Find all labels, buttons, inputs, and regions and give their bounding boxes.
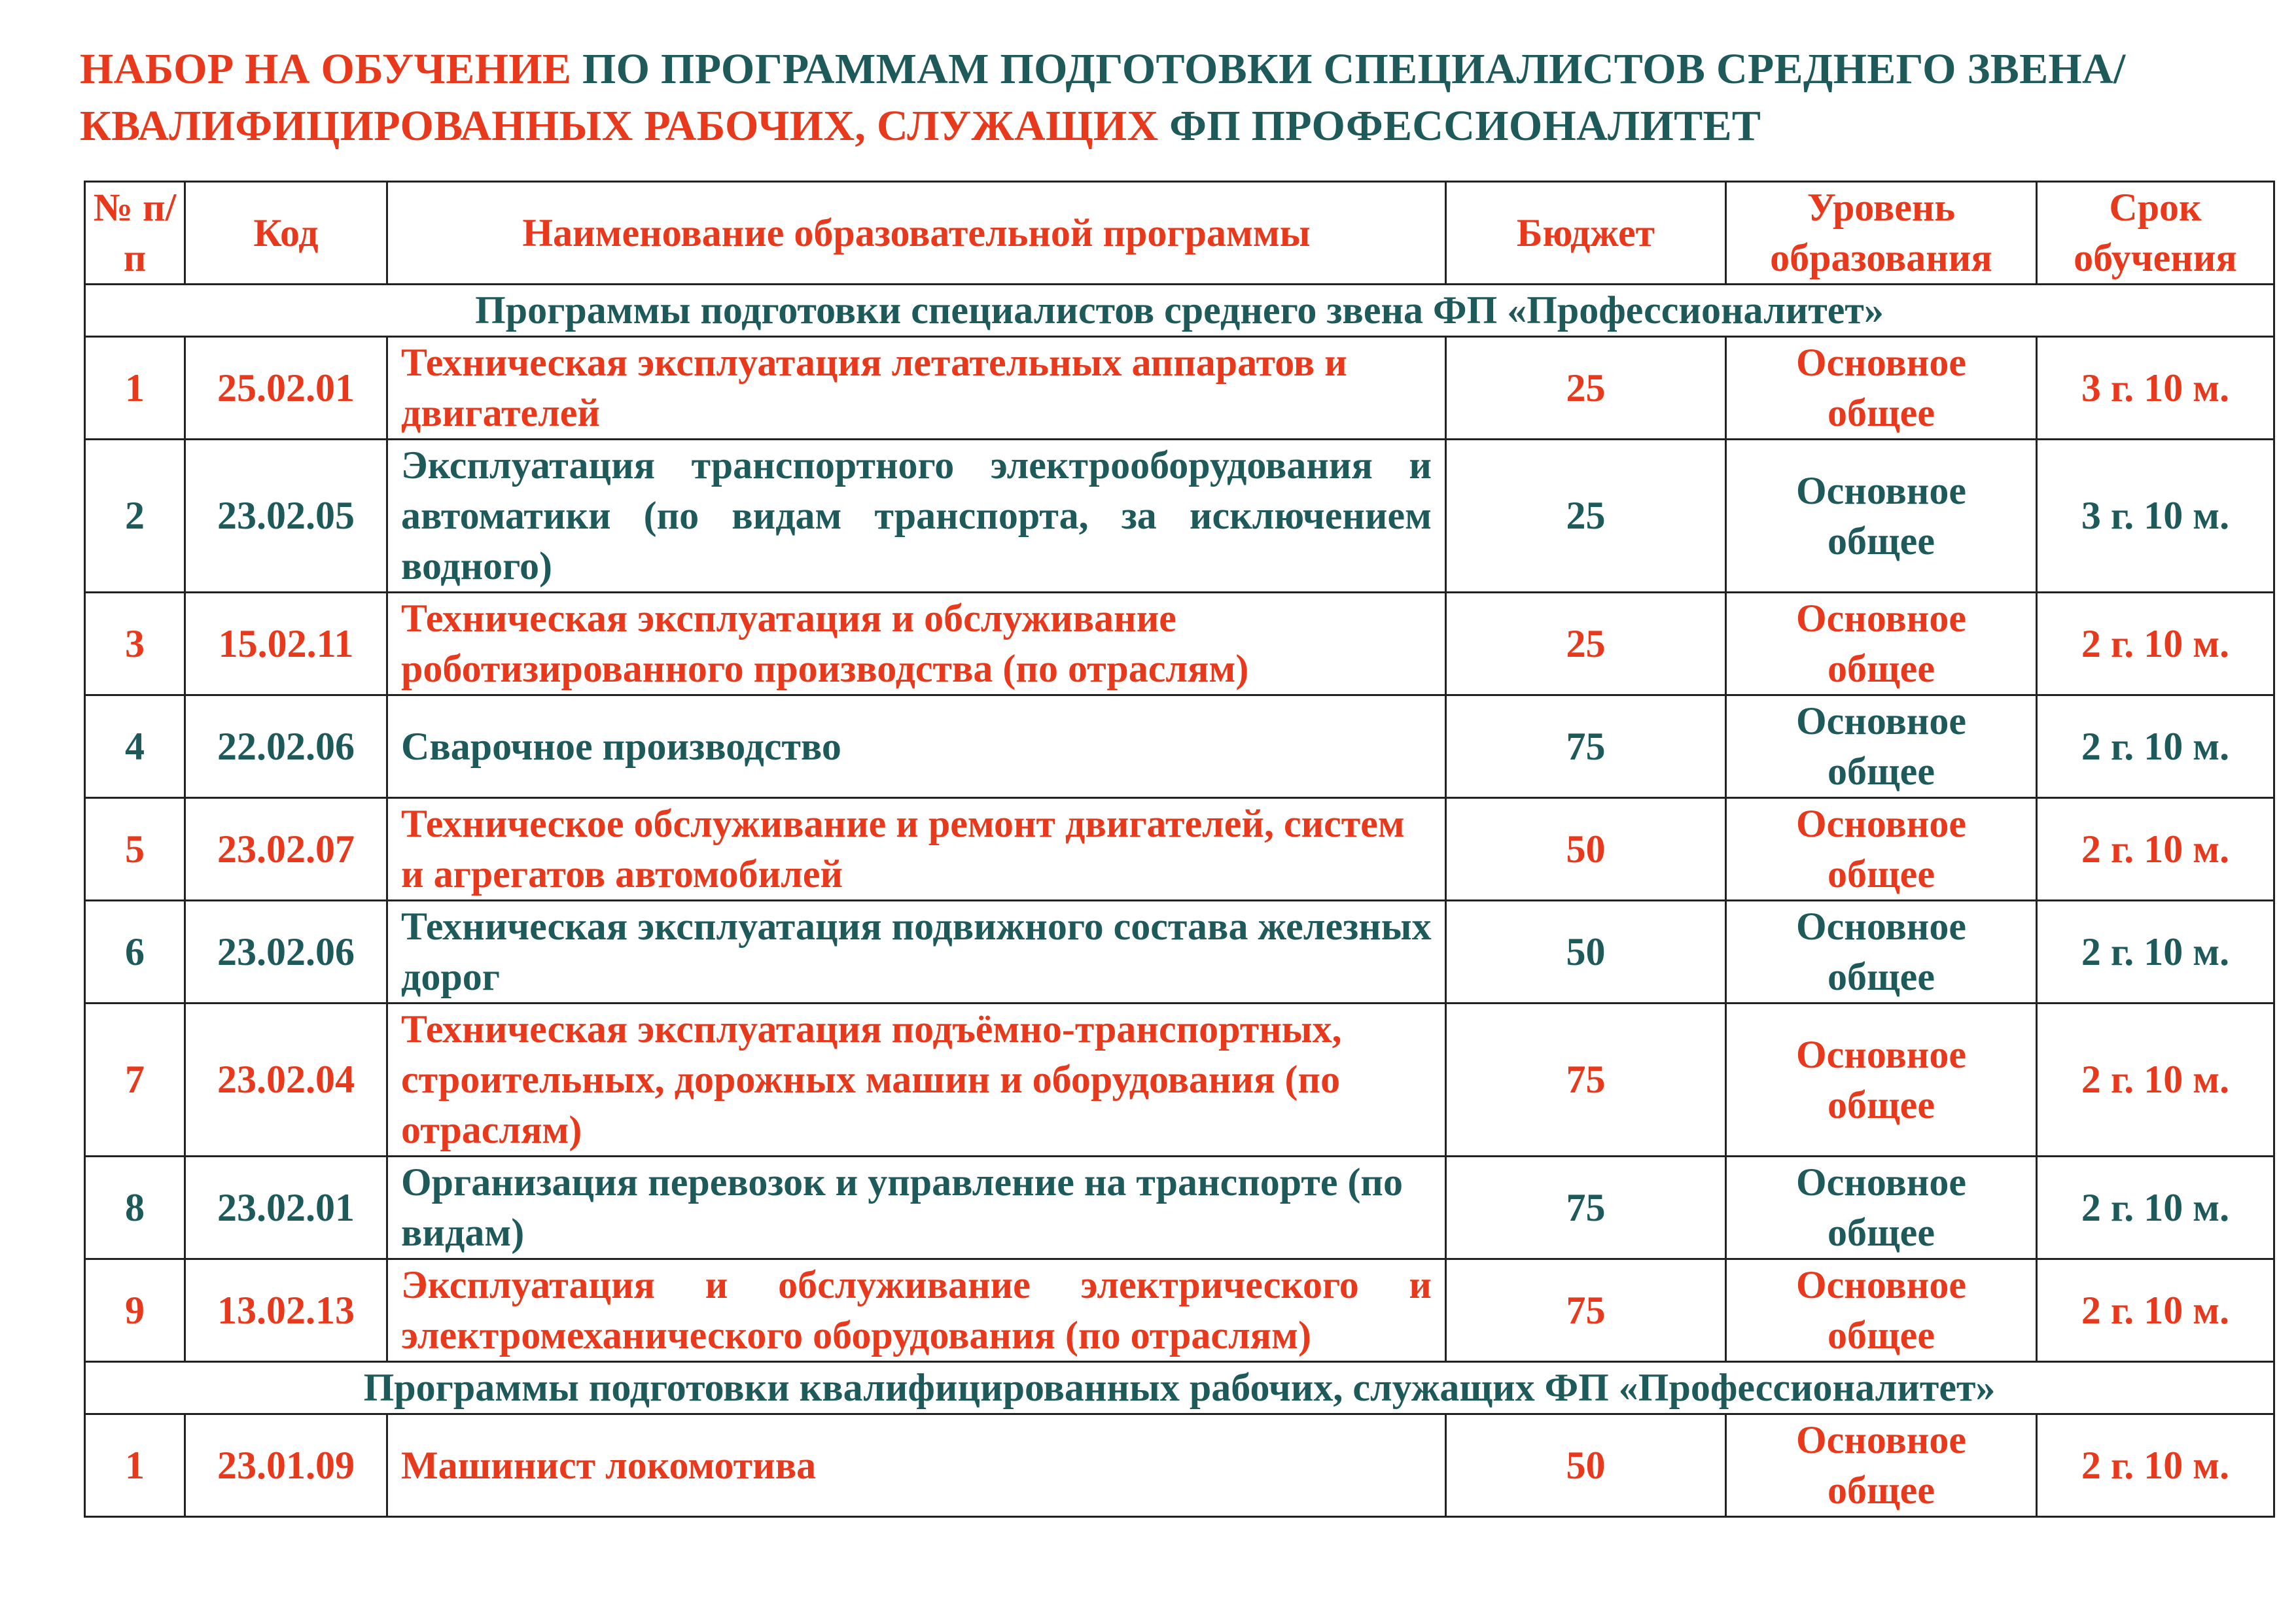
row-term: 2 г. 10 м. xyxy=(2037,1003,2274,1157)
row-program-name: Сварочное производство xyxy=(387,695,1446,798)
row-budget: 50 xyxy=(1446,1414,1726,1517)
row-program-name: Техническая эксплуатация и обслуживание роботизированного производства (по отраслям) xyxy=(387,593,1446,695)
row-budget: 50 xyxy=(1446,901,1726,1003)
table-row xyxy=(85,901,2274,1003)
table-row xyxy=(85,1157,2274,1259)
row-program-name: Техническая эксплуатация подъёмно-транспортных, строительных, дорожных машин и оборудования (по отраслям) xyxy=(387,1003,1446,1157)
row-term: 2 г. 10 м. xyxy=(2037,798,2274,901)
row-num: 1 xyxy=(85,337,185,440)
title-part-programs: ПО ПРОГРАММАМ ПОДГОТОВКИ СПЕЦИАЛИСТОВ СРЕДНЕГО ЗВЕНА/ xyxy=(571,45,2126,93)
row-level: Основное общее xyxy=(1726,337,2037,440)
section-row-workers xyxy=(85,1362,2274,1414)
table-row xyxy=(85,1259,2274,1362)
table-row xyxy=(85,337,2274,440)
row-level: Основное общее xyxy=(1726,901,2037,1003)
row-num: 1 xyxy=(85,1414,185,1517)
row-budget: 75 xyxy=(1446,1259,1726,1362)
table-row xyxy=(85,440,2274,593)
title-part-enrollment: НАБОР НА ОБУЧЕНИЕ xyxy=(80,45,572,93)
row-term: 3 г. 10 м. xyxy=(2037,440,2274,593)
row-num: 7 xyxy=(85,1003,185,1157)
row-term: 3 г. 10 м. xyxy=(2037,337,2274,440)
row-program-name: Техническая эксплуатация летательных аппаратов и двигателей xyxy=(387,337,1446,440)
header-budget: Бюджет xyxy=(1446,182,1726,285)
row-code: 23.02.07 xyxy=(185,798,387,901)
row-code: 23.02.04 xyxy=(185,1003,387,1157)
row-budget: 75 xyxy=(1446,1003,1726,1157)
row-level: Основное общее xyxy=(1726,1003,2037,1157)
row-level: Основное общее xyxy=(1726,1414,2037,1517)
row-code: 23.02.05 xyxy=(185,440,387,593)
row-budget: 25 xyxy=(1446,337,1726,440)
row-level: Основное общее xyxy=(1726,1157,2037,1259)
header-level: Уровень образования xyxy=(1726,182,2037,285)
table-row xyxy=(85,695,2274,798)
row-num: 3 xyxy=(85,593,185,695)
row-level: Основное общее xyxy=(1726,440,2037,593)
title-part-fp: ФП ПРОФЕССИОНАЛИТЕТ xyxy=(1158,102,1761,150)
row-num: 4 xyxy=(85,695,185,798)
row-term: 2 г. 10 м. xyxy=(2037,695,2274,798)
table-header-row xyxy=(85,182,2274,285)
header-term: Срок обучения xyxy=(2037,182,2274,285)
page-title xyxy=(80,41,2226,154)
table-row xyxy=(85,798,2274,901)
title-part-workers: КВАЛИФИЦИРОВАННЫХ РАБОЧИХ, СЛУЖАЩИХ xyxy=(80,102,1159,150)
row-num: 9 xyxy=(85,1259,185,1362)
row-code: 15.02.11 xyxy=(185,593,387,695)
row-num: 5 xyxy=(85,798,185,901)
row-code: 13.02.13 xyxy=(185,1259,387,1362)
row-budget: 50 xyxy=(1446,798,1726,901)
section-title: Программы подготовки специалистов среднего звена ФП «Профессионалитет» xyxy=(85,285,2274,337)
row-budget: 25 xyxy=(1446,440,1726,593)
row-program-name: Организация перевозок и управление на транспорте (по видам) xyxy=(387,1157,1446,1259)
row-code: 23.01.09 xyxy=(185,1414,387,1517)
row-level: Основное общее xyxy=(1726,1259,2037,1362)
row-budget: 75 xyxy=(1446,1157,1726,1259)
row-num: 6 xyxy=(85,901,185,1003)
row-program-name: Техническая эксплуатация подвижного состава железных дорог xyxy=(387,901,1446,1003)
row-budget: 25 xyxy=(1446,593,1726,695)
row-program-name: Машинист локомотива xyxy=(387,1414,1446,1517)
row-term: 2 г. 10 м. xyxy=(2037,1259,2274,1362)
row-level: Основное общее xyxy=(1726,798,2037,901)
row-term: 2 г. 10 м. xyxy=(2037,901,2274,1003)
row-code: 22.02.06 xyxy=(185,695,387,798)
table-row xyxy=(85,1414,2274,1517)
table-row xyxy=(85,593,2274,695)
row-num: 2 xyxy=(85,440,185,593)
row-program-name: Техническое обслуживание и ремонт двигателей, систем и агрегатов автомобилей xyxy=(387,798,1446,901)
row-term: 2 г. 10 м. xyxy=(2037,593,2274,695)
header-num: № п/п xyxy=(85,182,185,285)
row-level: Основное общее xyxy=(1726,593,2037,695)
row-term: 2 г. 10 м. xyxy=(2037,1414,2274,1517)
row-num: 8 xyxy=(85,1157,185,1259)
row-code: 25.02.01 xyxy=(185,337,387,440)
table-row xyxy=(85,1003,2274,1157)
header-name: Наименование образовательной программы xyxy=(387,182,1446,285)
row-term: 2 г. 10 м. xyxy=(2037,1157,2274,1259)
row-budget: 75 xyxy=(1446,695,1726,798)
row-code: 23.02.01 xyxy=(185,1157,387,1259)
row-level: Основное общее xyxy=(1726,695,2037,798)
row-program-name: Эксплуатация и обслуживание электрического и электромеханического оборудования (по отраслям) xyxy=(387,1259,1446,1362)
section-row-specialists xyxy=(85,285,2274,337)
section-title: Программы подготовки квалифицированных рабочих, служащих ФП «Профессионалитет» xyxy=(85,1362,2274,1414)
programs-table xyxy=(84,181,2275,1518)
header-code: Код xyxy=(185,182,387,285)
row-code: 23.02.06 xyxy=(185,901,387,1003)
row-program-name: Эксплуатация транспортного электрооборудования и автоматики (по видам транспорта, за исключением водного) xyxy=(387,440,1446,593)
